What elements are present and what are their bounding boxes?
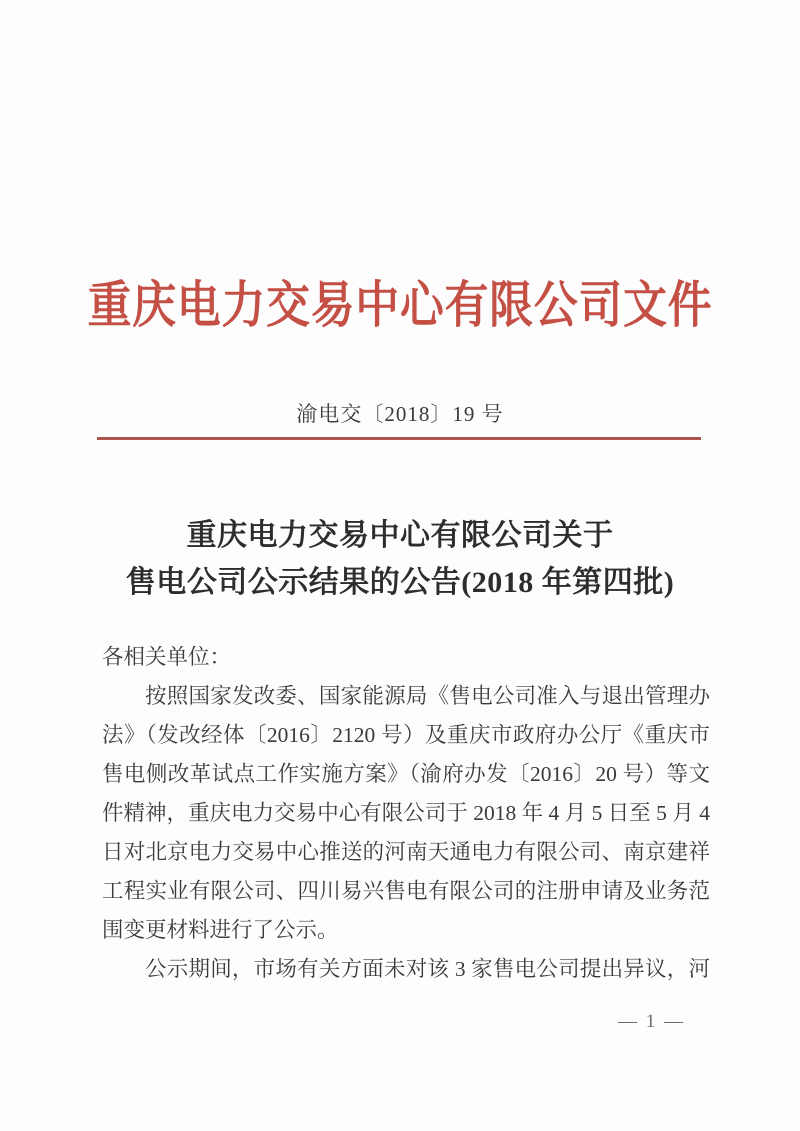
document-title-line2: 售电公司公示结果的公告(2018 年第四批): [125, 566, 675, 599]
red-divider-line: [97, 437, 701, 440]
document-header-banner: [0, 272, 800, 338]
body-text-line: 围变更材料进行了公示。: [102, 918, 339, 942]
body-text-line: 售电侧改革试点工作实施方案》（渝府办发〔2016〕20 号）等文: [102, 762, 710, 786]
document-reference-number: 渝电交〔2018〕19 号: [296, 402, 504, 426]
page-number: — 1 —: [618, 1011, 685, 1032]
body-text-line: 法》（发改经体〔2016〕2120 号）及重庆市政府办公厅《重庆市: [102, 723, 710, 747]
body-text-line: 各相关单位：: [102, 645, 232, 669]
document-body: [102, 638, 710, 989]
document-title-line1: 重庆电力交易中心有限公司关于: [186, 519, 614, 552]
document-header-title: 重庆电力交易中心有限公司文件: [87, 277, 713, 333]
body-text-line: 按照国家发改委、国家能源局《售电公司准入与退出管理办: [145, 684, 710, 708]
body-text-line: 公示期间，市场有关方面未对该 3 家售电公司提出异议，河: [145, 957, 710, 981]
body-text-line: 件精神，重庆电力交易中心有限公司于 2018 年 4 月 5 日至 5 月 4: [102, 801, 710, 825]
body-text-line: 日对北京电力交易中心推送的河南天通电力有限公司、南京建祥: [102, 840, 710, 864]
document-title: [0, 512, 800, 606]
body-text-line: 工程实业有限公司、四川易兴售电有限公司的注册申请及业务范: [102, 879, 710, 903]
